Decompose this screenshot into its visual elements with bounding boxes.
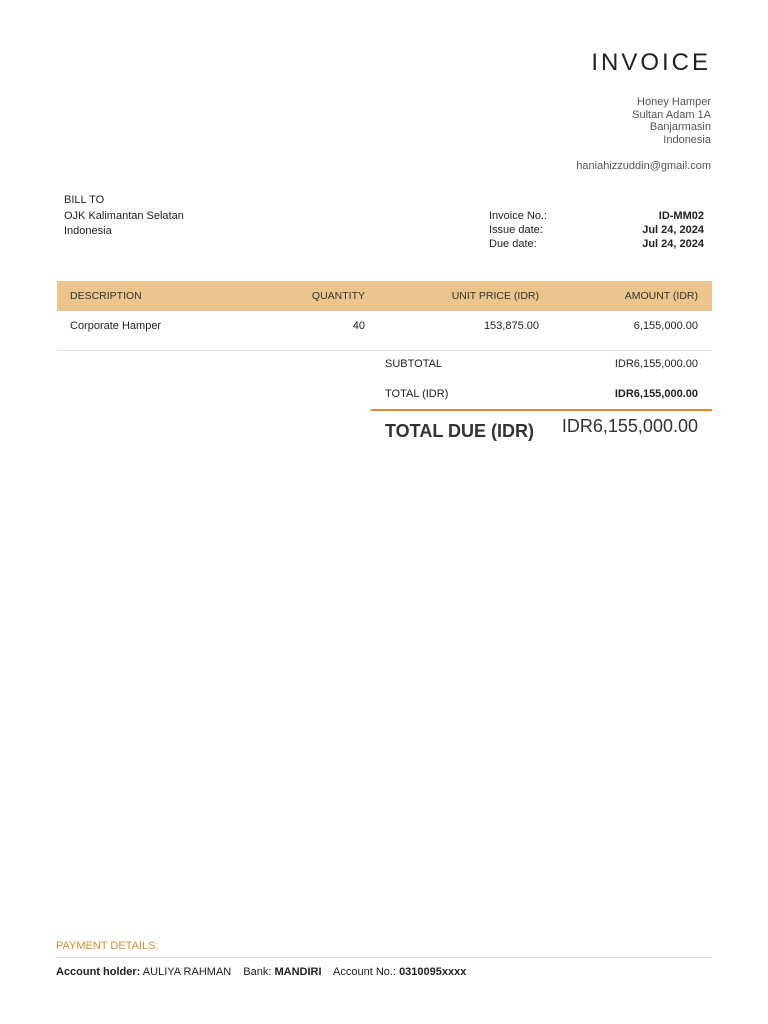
payment-divider [56, 957, 712, 958]
invoice-meta [489, 209, 704, 251]
table-row [57, 311, 712, 341]
invoice-no-row [489, 209, 704, 223]
seller-city: Banjarmasin [649, 121, 711, 134]
header-unit-price: UNIT PRICE (IDR) [451, 290, 539, 302]
subtotal-row [385, 358, 698, 370]
due-date-row [489, 237, 704, 251]
payment-info [56, 966, 466, 978]
seller-country: Indonesia [663, 134, 711, 147]
seller-address: Sultan Adam 1A [632, 108, 711, 121]
table-divider [57, 350, 712, 351]
invoice-title: INVOICE [591, 49, 711, 76]
table-header [57, 281, 712, 311]
header-quantity: QUANTITY [311, 290, 365, 302]
total-due-divider [371, 409, 712, 411]
seller-name: Honey Hamper [637, 96, 711, 108]
header-description: DESCRIPTION [70, 290, 142, 302]
account-holder-value: AULIYA RAHMAN [142, 966, 232, 978]
total-due-value: IDR6,155,000.00 [561, 416, 698, 436]
due-date-label: Due date: [489, 238, 537, 250]
header-amount: AMOUNT (IDR) [624, 290, 698, 302]
total-label: TOTAL (IDR) [385, 388, 449, 400]
issue-date-label: Issue date: [489, 224, 543, 236]
cell-description: Corporate Hamper [70, 320, 162, 332]
total-row [385, 388, 698, 400]
cell-quantity: 40 [352, 320, 365, 332]
issue-date-row [489, 223, 704, 237]
account-holder-label: Account holder: [56, 966, 141, 978]
line-items-table [57, 281, 712, 341]
invoice-no-value: ID-MM02 [658, 210, 704, 222]
due-date-value: Jul 24, 2024 [642, 238, 704, 250]
issue-date-value: Jul 24, 2024 [642, 224, 704, 236]
invoice-no-label: Invoice No.: [489, 210, 548, 222]
total-due-label: TOTAL DUE (IDR) [385, 421, 534, 441]
subtotal-label: SUBTOTAL [385, 358, 443, 370]
payment-details-title: PAYMENT DETAILS: [56, 940, 159, 952]
seller-email: haniahizzuddin@gmail.com [576, 160, 711, 172]
bank-value: MANDIRI [274, 966, 322, 978]
account-no-label: Account No.: [333, 966, 396, 978]
bank-label: Bank: [243, 966, 272, 978]
bill-to-name: OJK Kalimantan Selatan [64, 210, 184, 222]
cell-amount: 6,155,000.00 [633, 320, 698, 332]
bill-to-country: Indonesia [64, 225, 112, 237]
total-value: IDR6,155,000.00 [614, 388, 698, 400]
seller-info [632, 96, 711, 147]
subtotal-value: IDR6,155,000.00 [614, 358, 698, 370]
account-no-value: 0310095xxxx [399, 966, 467, 978]
bill-to [64, 193, 184, 239]
bill-to-label: BILL TO [64, 194, 105, 206]
cell-unit-price: 153,875.00 [483, 320, 539, 332]
